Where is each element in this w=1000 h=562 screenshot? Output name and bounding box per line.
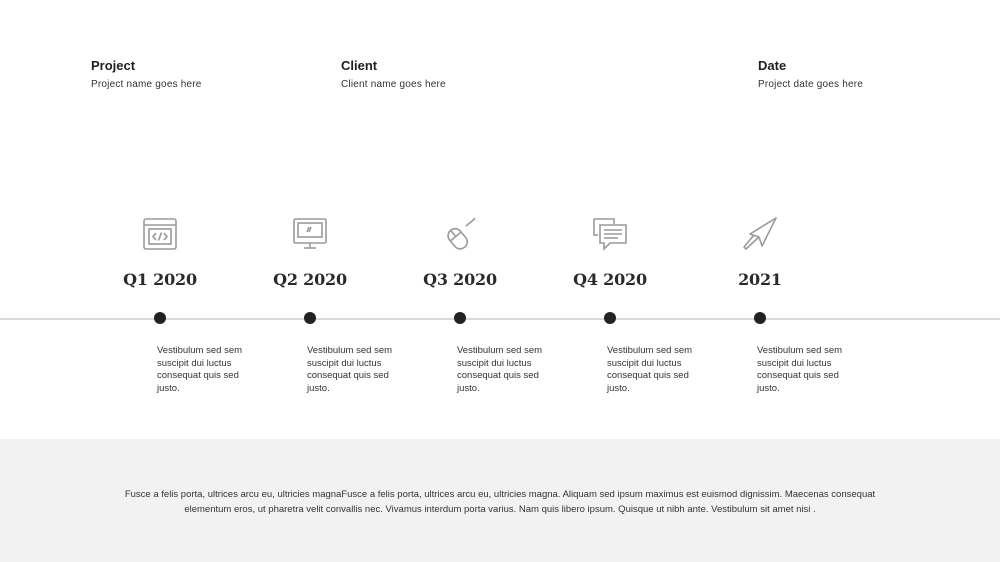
timeline-dot [754, 312, 766, 324]
mouse-icon [442, 216, 478, 252]
milestone-period: Q3 2020 [423, 270, 497, 289]
project-value: Project name goes here [91, 79, 202, 90]
project-block [91, 58, 202, 90]
milestone-description: Vestibulum sed sem suscipit dui luctus consequat quis sed justo. [157, 345, 243, 394]
timeline-dot [154, 312, 166, 324]
project-label: Project [91, 58, 136, 73]
client-label: Client [341, 58, 378, 73]
send-arrow-icon [742, 216, 778, 252]
monitor-icon [292, 216, 328, 252]
milestone-description: Vestibulum sed sem suscipit dui luctus consequat quis sed justo. [307, 345, 393, 394]
milestone-period: 2021 [738, 270, 782, 289]
client-block [341, 58, 446, 90]
milestone-period: Q4 2020 [573, 270, 647, 289]
code-window-icon [142, 216, 178, 252]
chat-icon [592, 216, 628, 252]
date-block [758, 58, 863, 90]
milestone-description: Vestibulum sed sem suscipit dui luctus consequat quis sed justo. [757, 345, 843, 394]
milestone-description: Vestibulum sed sem suscipit dui luctus consequat quis sed justo. [607, 345, 693, 394]
milestone-description: Vestibulum sed sem suscipit dui luctus consequat quis sed justo. [457, 345, 543, 394]
client-value: Client name goes here [341, 79, 446, 90]
footer-panel [0, 439, 1000, 562]
timeline-dot [304, 312, 316, 324]
footer-text: Fusce a felis porta, ultrices arcu eu, ultricies magnaFusce a felis porta, ultrices arcu eu, ultricies magna. Aliquam sed ipsum maximus est euismod dignissim. Maecenas consequat elementum eros, ut pharetra velit convallis nec. Vivamus interdum porta varius. Nam quis libero ipsum. Quisque ut nibh ante. Vestibulum sit amet nisi . [124, 489, 876, 515]
timeline-line [0, 318, 1000, 320]
date-label: Date [758, 58, 787, 73]
timeline-dot [454, 312, 466, 324]
date-value: Project date goes here [758, 79, 864, 90]
milestone-period: Q2 2020 [273, 270, 347, 289]
timeline-dot [604, 312, 616, 324]
milestone-period: Q1 2020 [123, 270, 197, 289]
